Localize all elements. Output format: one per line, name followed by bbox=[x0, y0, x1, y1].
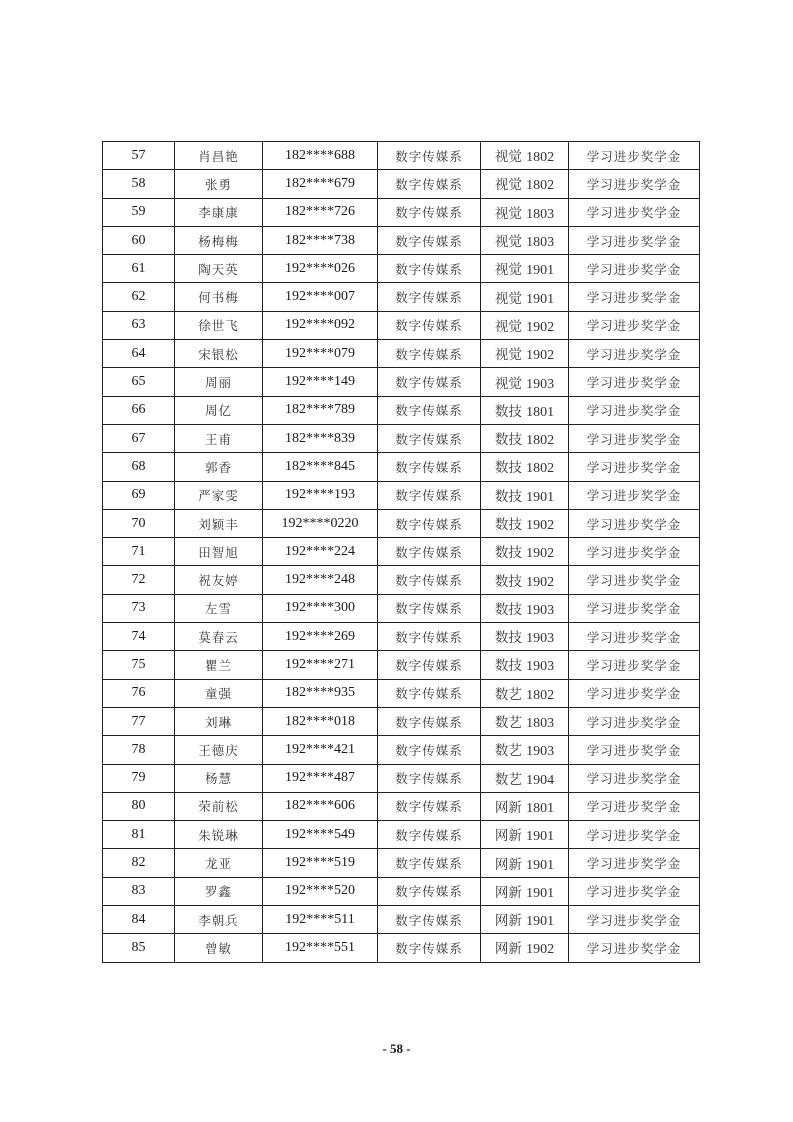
table-row bbox=[103, 538, 700, 566]
award-cell: 学习进步奖学金 bbox=[569, 566, 700, 594]
row-number-cell: 72 bbox=[103, 566, 175, 594]
table-row bbox=[103, 651, 700, 679]
phone-cell: 192****421 bbox=[263, 736, 378, 764]
table-row bbox=[103, 453, 700, 481]
phone-cell: 192****092 bbox=[263, 311, 378, 339]
class-number: 1903 bbox=[526, 744, 555, 760]
department-cell: 数字传媒系 bbox=[378, 481, 481, 509]
student-name-cell: 何书梅 bbox=[175, 283, 263, 311]
class-cell bbox=[481, 707, 569, 735]
class-cell bbox=[481, 368, 569, 396]
row-number-cell: 66 bbox=[103, 396, 175, 424]
class-prefix: 数技 bbox=[494, 658, 522, 675]
class-prefix: 数技 bbox=[494, 630, 522, 647]
student-name-cell: 徐世飞 bbox=[175, 311, 263, 339]
class-prefix: 数技 bbox=[494, 432, 522, 449]
class-prefix: 数艺 bbox=[494, 715, 522, 732]
phone-cell: 182****738 bbox=[263, 226, 378, 254]
row-number-cell: 69 bbox=[103, 481, 175, 509]
class-prefix: 网新 bbox=[494, 941, 522, 958]
class-cell bbox=[481, 198, 569, 226]
class-number: 1802 bbox=[526, 433, 555, 449]
department-cell: 数字传媒系 bbox=[378, 877, 481, 905]
student-name-cell: 郭香 bbox=[175, 453, 263, 481]
class-prefix: 视觉 bbox=[494, 262, 522, 279]
class-prefix: 数技 bbox=[494, 573, 522, 590]
phone-cell: 182****845 bbox=[263, 453, 378, 481]
row-number-cell: 63 bbox=[103, 311, 175, 339]
table-row bbox=[103, 594, 700, 622]
row-number-cell: 57 bbox=[103, 142, 175, 170]
class-cell bbox=[481, 623, 569, 651]
award-cell: 学习进步奖学金 bbox=[569, 849, 700, 877]
award-cell: 学习进步奖学金 bbox=[569, 623, 700, 651]
phone-cell: 192****269 bbox=[263, 623, 378, 651]
phone-cell: 182****726 bbox=[263, 198, 378, 226]
class-number: 1901 bbox=[526, 829, 555, 845]
student-name-cell: 刘琳 bbox=[175, 707, 263, 735]
student-name-cell: 周丽 bbox=[175, 368, 263, 396]
award-cell: 学习进步奖学金 bbox=[569, 651, 700, 679]
table-row bbox=[103, 255, 700, 283]
class-cell bbox=[481, 566, 569, 594]
phone-cell: 182****679 bbox=[263, 170, 378, 198]
row-number-cell: 67 bbox=[103, 424, 175, 452]
phone-cell: 192****549 bbox=[263, 821, 378, 849]
student-name-cell: 曾敏 bbox=[175, 934, 263, 962]
class-number: 1902 bbox=[526, 348, 555, 364]
department-cell: 数字传媒系 bbox=[378, 623, 481, 651]
class-prefix: 视觉 bbox=[494, 347, 522, 364]
class-cell bbox=[481, 906, 569, 934]
class-cell bbox=[481, 340, 569, 368]
row-number-cell: 58 bbox=[103, 170, 175, 198]
award-cell: 学习进步奖学金 bbox=[569, 368, 700, 396]
row-number-cell: 79 bbox=[103, 764, 175, 792]
phone-cell: 182****018 bbox=[263, 707, 378, 735]
phone-cell: 192****248 bbox=[263, 566, 378, 594]
class-cell bbox=[481, 509, 569, 537]
student-name-cell: 肖昌艳 bbox=[175, 142, 263, 170]
student-name-cell: 宋银松 bbox=[175, 340, 263, 368]
class-number: 1901 bbox=[526, 857, 555, 873]
row-number-cell: 74 bbox=[103, 623, 175, 651]
row-number-cell: 78 bbox=[103, 736, 175, 764]
department-cell: 数字传媒系 bbox=[378, 283, 481, 311]
award-cell: 学习进步奖学金 bbox=[569, 538, 700, 566]
table-row bbox=[103, 707, 700, 735]
table-row bbox=[103, 906, 700, 934]
class-number: 1901 bbox=[526, 885, 555, 901]
class-prefix: 数技 bbox=[494, 403, 522, 420]
class-prefix: 数技 bbox=[494, 460, 522, 477]
class-cell bbox=[481, 679, 569, 707]
class-number: 1802 bbox=[526, 461, 555, 477]
class-prefix: 网新 bbox=[494, 884, 522, 901]
class-prefix: 数技 bbox=[494, 488, 522, 505]
department-cell: 数字传媒系 bbox=[378, 651, 481, 679]
department-cell: 数字传媒系 bbox=[378, 396, 481, 424]
student-name-cell: 王德庆 bbox=[175, 736, 263, 764]
award-cell: 学习进步奖学金 bbox=[569, 509, 700, 537]
phone-cell: 192****026 bbox=[263, 255, 378, 283]
student-name-cell: 左雪 bbox=[175, 594, 263, 622]
phone-cell: 192****551 bbox=[263, 934, 378, 962]
table-row bbox=[103, 198, 700, 226]
award-cell: 学习进步奖学金 bbox=[569, 679, 700, 707]
table-row bbox=[103, 679, 700, 707]
table-row bbox=[103, 736, 700, 764]
class-cell bbox=[481, 424, 569, 452]
class-cell bbox=[481, 877, 569, 905]
phone-cell: 182****789 bbox=[263, 396, 378, 424]
award-cell: 学习进步奖学金 bbox=[569, 226, 700, 254]
student-name-cell: 李康康 bbox=[175, 198, 263, 226]
class-cell bbox=[481, 481, 569, 509]
department-cell: 数字传媒系 bbox=[378, 736, 481, 764]
student-name-cell: 瞿兰 bbox=[175, 651, 263, 679]
table-row bbox=[103, 226, 700, 254]
department-cell: 数字传媒系 bbox=[378, 509, 481, 537]
phone-cell: 182****688 bbox=[263, 142, 378, 170]
class-number: 1901 bbox=[526, 914, 555, 930]
table-row bbox=[103, 849, 700, 877]
row-number-cell: 84 bbox=[103, 906, 175, 934]
table-row bbox=[103, 509, 700, 537]
class-number: 1902 bbox=[526, 319, 555, 335]
class-number: 1901 bbox=[526, 489, 555, 505]
class-cell bbox=[481, 283, 569, 311]
phone-cell: 192****149 bbox=[263, 368, 378, 396]
class-number: 1901 bbox=[526, 291, 555, 307]
student-name-cell: 朱锐琳 bbox=[175, 821, 263, 849]
class-prefix: 视觉 bbox=[494, 375, 522, 392]
class-prefix: 数艺 bbox=[494, 743, 522, 760]
page-number: - 58 - bbox=[382, 1041, 411, 1056]
student-name-cell: 罗鑫 bbox=[175, 877, 263, 905]
class-cell bbox=[481, 538, 569, 566]
row-number-cell: 73 bbox=[103, 594, 175, 622]
department-cell: 数字传媒系 bbox=[378, 594, 481, 622]
award-cell: 学习进步奖学金 bbox=[569, 736, 700, 764]
student-name-cell: 杨慧 bbox=[175, 764, 263, 792]
student-name-cell: 田智旭 bbox=[175, 538, 263, 566]
student-name-cell: 刘颖丰 bbox=[175, 509, 263, 537]
student-name-cell: 荣前松 bbox=[175, 792, 263, 820]
department-cell: 数字传媒系 bbox=[378, 906, 481, 934]
table-row bbox=[103, 792, 700, 820]
student-name-cell: 龙亚 bbox=[175, 849, 263, 877]
class-prefix: 数艺 bbox=[494, 686, 522, 703]
phone-cell: 192****224 bbox=[263, 538, 378, 566]
award-cell: 学习进步奖学金 bbox=[569, 792, 700, 820]
department-cell: 数字传媒系 bbox=[378, 707, 481, 735]
award-cell: 学习进步奖学金 bbox=[569, 707, 700, 735]
row-number-cell: 75 bbox=[103, 651, 175, 679]
class-number: 1803 bbox=[526, 206, 555, 222]
student-name-cell: 周亿 bbox=[175, 396, 263, 424]
row-number-cell: 59 bbox=[103, 198, 175, 226]
phone-cell: 182****839 bbox=[263, 424, 378, 452]
table-row bbox=[103, 877, 700, 905]
table-row bbox=[103, 821, 700, 849]
department-cell: 数字传媒系 bbox=[378, 821, 481, 849]
class-prefix: 视觉 bbox=[494, 234, 522, 251]
table-row bbox=[103, 934, 700, 962]
class-cell bbox=[481, 651, 569, 679]
class-prefix: 数技 bbox=[494, 545, 522, 562]
phone-cell: 182****606 bbox=[263, 792, 378, 820]
award-cell: 学习进步奖学金 bbox=[569, 424, 700, 452]
row-number-cell: 77 bbox=[103, 707, 175, 735]
table-row bbox=[103, 142, 700, 170]
class-cell bbox=[481, 226, 569, 254]
table-body bbox=[103, 142, 700, 963]
class-number: 1902 bbox=[526, 546, 555, 562]
award-cell: 学习进步奖学金 bbox=[569, 396, 700, 424]
class-number: 1903 bbox=[526, 376, 555, 392]
table-row bbox=[103, 566, 700, 594]
class-cell bbox=[481, 311, 569, 339]
department-cell: 数字传媒系 bbox=[378, 538, 481, 566]
department-cell: 数字传媒系 bbox=[378, 764, 481, 792]
class-cell bbox=[481, 934, 569, 962]
student-name-cell: 陶天英 bbox=[175, 255, 263, 283]
student-name-cell: 李朝兵 bbox=[175, 906, 263, 934]
student-name-cell: 童强 bbox=[175, 679, 263, 707]
class-cell bbox=[481, 594, 569, 622]
class-prefix: 数技 bbox=[494, 517, 522, 533]
table-row bbox=[103, 424, 700, 452]
class-prefix: 网新 bbox=[494, 856, 522, 873]
row-number-cell: 83 bbox=[103, 877, 175, 905]
class-cell bbox=[481, 764, 569, 792]
award-cell: 学习进步奖学金 bbox=[569, 453, 700, 481]
class-number: 1802 bbox=[526, 178, 555, 194]
department-cell: 数字传媒系 bbox=[378, 679, 481, 707]
class-cell bbox=[481, 821, 569, 849]
phone-cell: 192****487 bbox=[263, 764, 378, 792]
class-number: 1903 bbox=[526, 631, 555, 647]
class-prefix: 网新 bbox=[494, 828, 522, 845]
class-number: 1904 bbox=[526, 772, 555, 788]
row-number-cell: 76 bbox=[103, 679, 175, 707]
class-cell bbox=[481, 255, 569, 283]
class-cell bbox=[481, 736, 569, 764]
class-number: 1903 bbox=[526, 659, 555, 675]
department-cell: 数字传媒系 bbox=[378, 142, 481, 170]
row-number-cell: 80 bbox=[103, 792, 175, 820]
class-cell bbox=[481, 453, 569, 481]
award-cell: 学习进步奖学金 bbox=[569, 821, 700, 849]
phone-cell: 192****519 bbox=[263, 849, 378, 877]
class-prefix: 网新 bbox=[494, 913, 522, 930]
class-prefix: 数技 bbox=[494, 601, 522, 618]
department-cell: 数字传媒系 bbox=[378, 566, 481, 594]
student-name-cell: 严家雯 bbox=[175, 481, 263, 509]
table-row bbox=[103, 368, 700, 396]
class-prefix: 视觉 bbox=[494, 318, 522, 335]
class-cell bbox=[481, 142, 569, 170]
class-number: 1902 bbox=[526, 574, 555, 590]
phone-cell: 192****271 bbox=[263, 651, 378, 679]
table-row bbox=[103, 396, 700, 424]
class-number: 1803 bbox=[526, 235, 555, 251]
award-cell: 学习进步奖学金 bbox=[569, 340, 700, 368]
student-name-cell: 杨梅梅 bbox=[175, 226, 263, 254]
class-prefix: 网新 bbox=[494, 799, 522, 816]
table-row bbox=[103, 311, 700, 339]
class-number: 1801 bbox=[526, 404, 555, 420]
class-prefix: 数艺 bbox=[494, 771, 522, 788]
row-number-cell: 64 bbox=[103, 340, 175, 368]
table-row bbox=[103, 481, 700, 509]
phone-cell: 192****0220 bbox=[263, 509, 378, 537]
department-cell: 数字传媒系 bbox=[378, 849, 481, 877]
scholarship-table bbox=[102, 141, 700, 963]
department-cell: 数字传媒系 bbox=[378, 453, 481, 481]
class-cell bbox=[481, 849, 569, 877]
award-cell: 学习进步奖学金 bbox=[569, 255, 700, 283]
award-cell: 学习进步奖学金 bbox=[569, 764, 700, 792]
phone-cell: 182****935 bbox=[263, 679, 378, 707]
table-row bbox=[103, 623, 700, 651]
table-row bbox=[103, 764, 700, 792]
department-cell: 数字传媒系 bbox=[378, 170, 481, 198]
row-number-cell: 85 bbox=[103, 934, 175, 962]
phone-cell: 192****079 bbox=[263, 340, 378, 368]
student-name-cell: 莫春云 bbox=[175, 623, 263, 651]
table-row bbox=[103, 340, 700, 368]
department-cell: 数字传媒系 bbox=[378, 198, 481, 226]
class-number: 1802 bbox=[526, 150, 555, 166]
award-cell: 学习进步奖学金 bbox=[569, 198, 700, 226]
table-row bbox=[103, 283, 700, 311]
student-name-cell: 王甫 bbox=[175, 424, 263, 452]
department-cell: 数字传媒系 bbox=[378, 255, 481, 283]
class-number: 1901 bbox=[526, 263, 555, 279]
award-cell: 学习进步奖学金 bbox=[569, 594, 700, 622]
class-number: 1902 bbox=[526, 518, 555, 533]
award-cell: 学习进步奖学金 bbox=[569, 142, 700, 170]
student-name-cell: 张勇 bbox=[175, 170, 263, 198]
row-number-cell: 60 bbox=[103, 226, 175, 254]
award-cell: 学习进步奖学金 bbox=[569, 311, 700, 339]
phone-cell: 192****511 bbox=[263, 906, 378, 934]
department-cell: 数字传媒系 bbox=[378, 934, 481, 962]
table-row bbox=[103, 170, 700, 198]
class-prefix: 视觉 bbox=[494, 149, 522, 166]
row-number-cell: 68 bbox=[103, 453, 175, 481]
phone-cell: 192****520 bbox=[263, 877, 378, 905]
phone-cell: 192****193 bbox=[263, 481, 378, 509]
class-cell bbox=[481, 792, 569, 820]
row-number-cell: 65 bbox=[103, 368, 175, 396]
row-number-cell: 71 bbox=[103, 538, 175, 566]
department-cell: 数字传媒系 bbox=[378, 226, 481, 254]
award-cell: 学习进步奖学金 bbox=[569, 906, 700, 934]
award-cell: 学习进步奖学金 bbox=[569, 481, 700, 509]
class-number: 1803 bbox=[526, 716, 555, 732]
row-number-cell: 81 bbox=[103, 821, 175, 849]
department-cell: 数字传媒系 bbox=[378, 792, 481, 820]
row-number-cell: 82 bbox=[103, 849, 175, 877]
class-number: 1802 bbox=[526, 687, 555, 703]
award-cell: 学习进步奖学金 bbox=[569, 877, 700, 905]
class-prefix: 视觉 bbox=[494, 290, 522, 307]
phone-cell: 192****300 bbox=[263, 594, 378, 622]
row-number-cell: 61 bbox=[103, 255, 175, 283]
award-cell: 学习进步奖学金 bbox=[569, 934, 700, 962]
class-number: 1801 bbox=[526, 800, 555, 816]
student-name-cell: 祝友婷 bbox=[175, 566, 263, 594]
class-number: 1903 bbox=[526, 602, 555, 618]
phone-cell: 192****007 bbox=[263, 283, 378, 311]
class-prefix: 视觉 bbox=[494, 177, 522, 194]
department-cell: 数字传媒系 bbox=[378, 368, 481, 396]
department-cell: 数字传媒系 bbox=[378, 311, 481, 339]
department-cell: 数字传媒系 bbox=[378, 424, 481, 452]
row-number-cell: 62 bbox=[103, 283, 175, 311]
class-number: 1902 bbox=[526, 942, 555, 958]
award-cell: 学习进步奖学金 bbox=[569, 170, 700, 198]
award-cell: 学习进步奖学金 bbox=[569, 283, 700, 311]
row-number-cell: 70 bbox=[103, 509, 175, 537]
class-prefix: 视觉 bbox=[494, 205, 522, 222]
class-cell bbox=[481, 170, 569, 198]
department-cell: 数字传媒系 bbox=[378, 340, 481, 368]
class-cell bbox=[481, 396, 569, 424]
